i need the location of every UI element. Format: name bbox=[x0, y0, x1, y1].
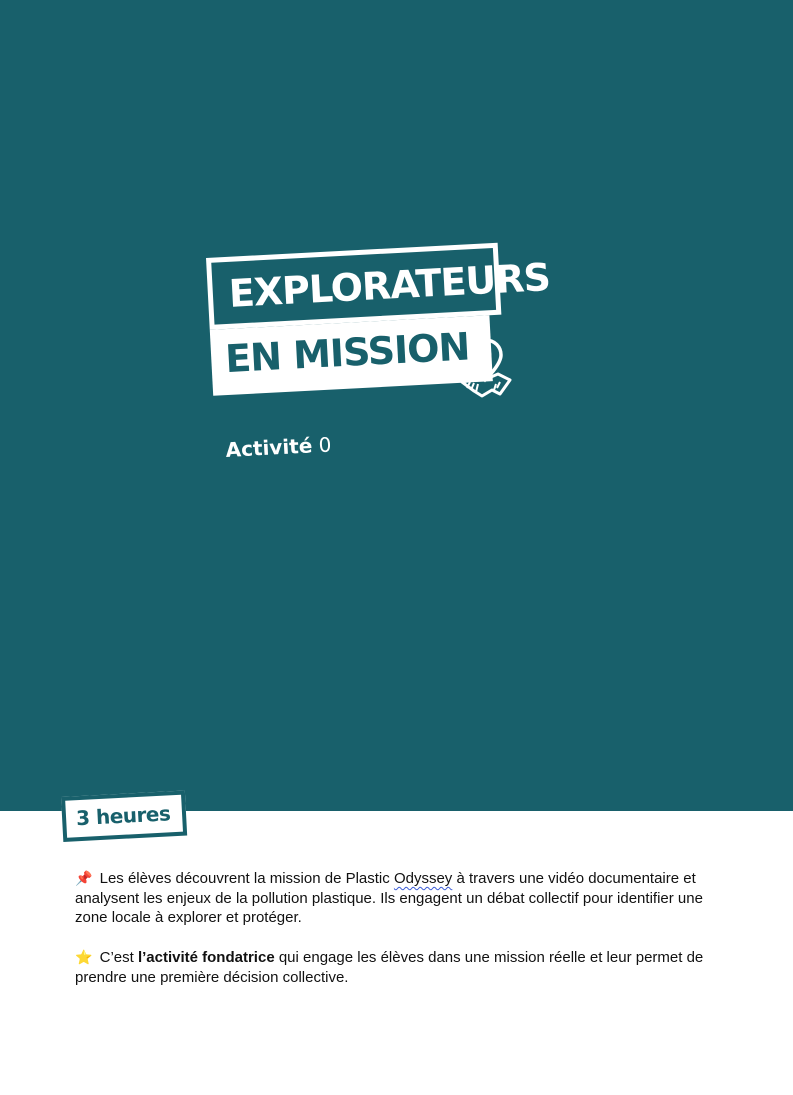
star-icon: ⭐ bbox=[75, 950, 93, 966]
summary-paragraph bbox=[75, 948, 725, 987]
activity-label bbox=[225, 432, 332, 462]
activity-text: Activité bbox=[225, 433, 313, 462]
activity-number: 0 bbox=[318, 432, 332, 458]
title-line-2: EN MISSION bbox=[210, 315, 493, 395]
paragraph2-bold-text: l’activité fondatrice bbox=[137, 949, 275, 966]
title-line-1: EXPLORATEURS bbox=[206, 243, 501, 330]
paragraph1-text-after: à travers une vidéo documentaire et analysent les enjeux de la pollution plastique. Ils engagent un débat collectif pour identifier une zone locale à explorer et protéger. bbox=[75, 870, 703, 926]
duration-badge: 3 heures bbox=[61, 790, 187, 841]
paragraph2-text-before: C’est bbox=[99, 949, 138, 966]
pushpin-icon: 📌 bbox=[75, 871, 93, 887]
map-pin-icon bbox=[456, 336, 514, 402]
intro-paragraph bbox=[75, 869, 725, 927]
paragraph2-text-after: qui engage les élèves dans une mission réelle et leur permet de prendre une première décision collective. bbox=[75, 949, 704, 986]
paragraph1-text-before: Les élèves découvrent la mission de Plastic bbox=[99, 870, 394, 887]
spellcheck-word: Odyssey bbox=[393, 870, 453, 887]
